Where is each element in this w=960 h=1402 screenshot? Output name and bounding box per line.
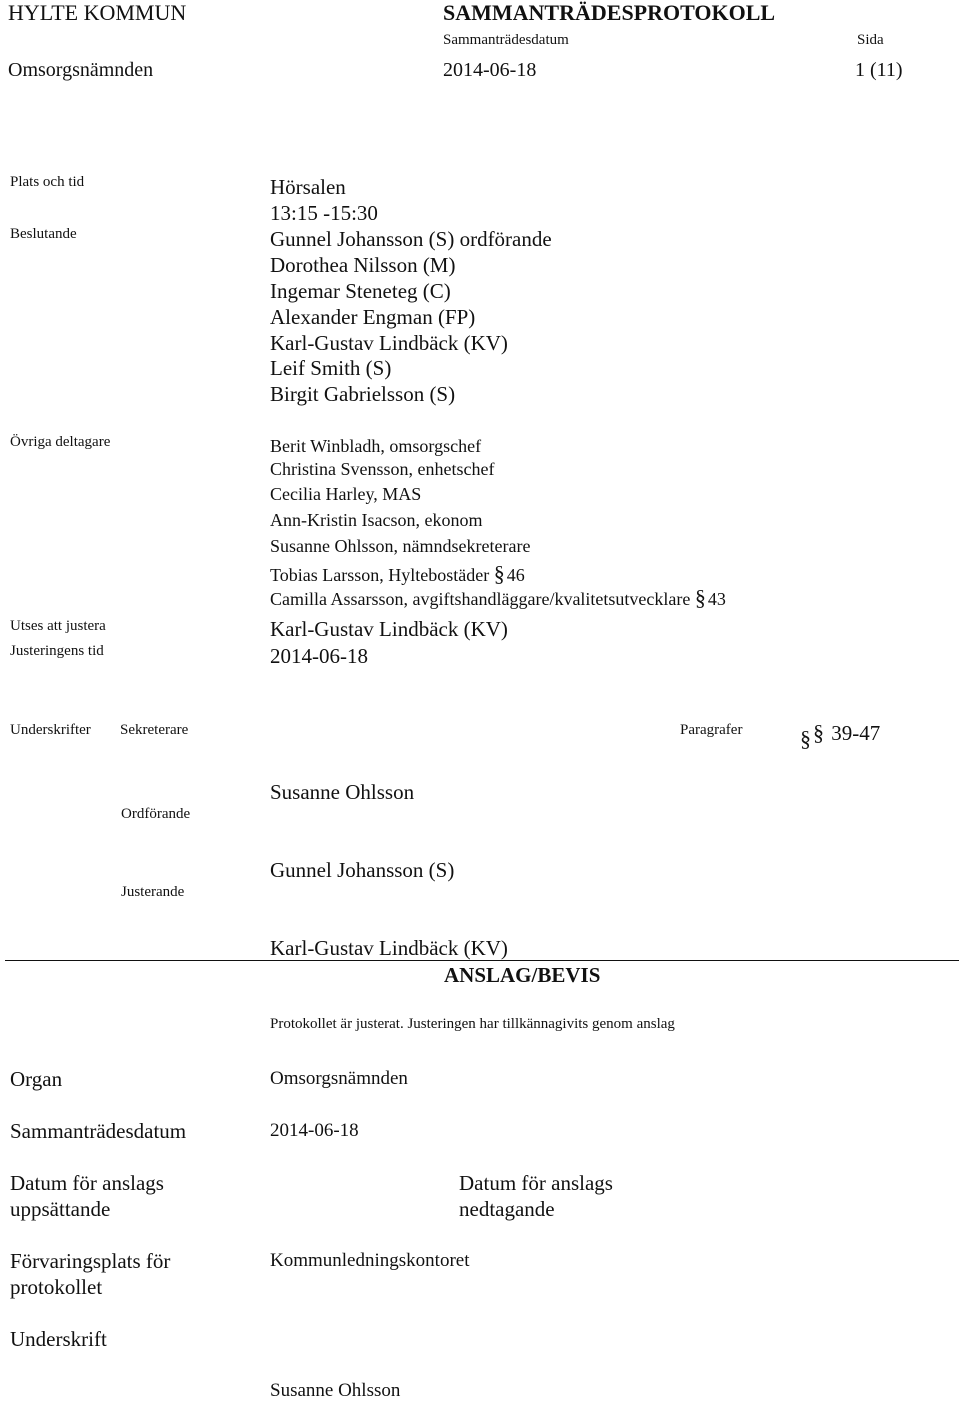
adjuster-label: Utses att justera bbox=[10, 618, 106, 634]
other-participant: Christina Svensson, enhetschef bbox=[270, 459, 495, 479]
notice-statement: Protokollet är justerat. Justeringen har tillkännagivits genom anslag bbox=[270, 1016, 675, 1032]
header-date-label: Sammanträdesdatum bbox=[443, 32, 569, 48]
paragraphs-range: 39-47 bbox=[831, 721, 881, 745]
deciding-member: Birgit Gabrielsson (S) bbox=[270, 382, 456, 406]
adjuster-name: Karl-Gustav Lindbäck (KV) bbox=[270, 617, 508, 641]
posted-date-label-line2: uppsättande bbox=[10, 1197, 111, 1221]
other-participant bbox=[270, 561, 525, 587]
deciding-label: Beslutande bbox=[10, 226, 77, 242]
meeting-time: 13:15 -15:30 bbox=[270, 201, 378, 225]
header-page: 1 (11) bbox=[855, 59, 903, 81]
header-date: 2014-06-18 bbox=[443, 59, 537, 81]
municipality-name: HYLTE KOMMUN bbox=[8, 0, 187, 25]
other-participant-name: Tobias Larsson, Hyltebostäder bbox=[270, 565, 490, 585]
section-sign: § bbox=[694, 585, 706, 610]
signatures-label: Underskrifter bbox=[10, 722, 91, 738]
notice-title: ANSLAG/BEVIS bbox=[444, 963, 601, 987]
header-committee: Omsorgsnämnden bbox=[8, 59, 154, 81]
other-participant: Cecilia Harley, MAS bbox=[270, 484, 422, 504]
other-participant bbox=[270, 585, 726, 611]
meeting-place: Hörsalen bbox=[270, 175, 346, 199]
adjust-time-label: Justeringens tid bbox=[10, 643, 104, 659]
deciding-member: Dorothea Nilsson (M) bbox=[270, 253, 456, 277]
deciding-member: Ingemar Steneteg (C) bbox=[270, 279, 451, 303]
section-sign: § bbox=[800, 726, 811, 751]
notice-date-label: Sammanträdesdatum bbox=[10, 1119, 187, 1143]
chair-label: Ordförande bbox=[121, 806, 191, 822]
secretary-name: Susanne Ohlsson bbox=[270, 780, 415, 804]
storage-label-line2: protokollet bbox=[10, 1275, 103, 1299]
chair-name: Gunnel Johansson (S) bbox=[270, 858, 455, 882]
document-type: SAMMANTRÄDESPROTOKOLL bbox=[443, 0, 776, 25]
signature-label: Underskrift bbox=[10, 1327, 107, 1351]
deciding-member: Leif Smith (S) bbox=[270, 356, 392, 380]
secretary-label: Sekreterare bbox=[120, 722, 189, 738]
storage-label-line1: Förvaringsplats för bbox=[10, 1249, 171, 1273]
adjuster-signature-label: Justerande bbox=[121, 884, 185, 900]
notice-date: 2014-06-18 bbox=[270, 1120, 359, 1141]
signature-name: Susanne Ohlsson bbox=[270, 1380, 401, 1401]
organ-label: Organ bbox=[10, 1067, 63, 1091]
posted-date-label-line1: Datum för anslags bbox=[10, 1171, 164, 1195]
deciding-member: Alexander Engman (FP) bbox=[270, 305, 476, 329]
section-sign: § bbox=[493, 561, 505, 586]
storage-value: Kommunledningskontoret bbox=[270, 1250, 470, 1271]
adjuster-signature-name: Karl-Gustav Lindbäck (KV) bbox=[270, 936, 508, 960]
adjust-time: 2014-06-18 bbox=[270, 644, 368, 668]
deciding-member: Gunnel Johansson (S) ordförande bbox=[270, 227, 552, 251]
others-label: Övriga deltagare bbox=[10, 434, 111, 450]
removed-date-label-line2: nedtagande bbox=[459, 1197, 555, 1221]
place-label: Plats och tid bbox=[10, 174, 85, 190]
deciding-member: Karl-Gustav Lindbäck (KV) bbox=[270, 331, 508, 355]
divider-line bbox=[5, 960, 959, 961]
section-sign: § bbox=[813, 720, 824, 745]
other-participant-paragraph: 46 bbox=[506, 565, 525, 585]
organ-value: Omsorgsnämnden bbox=[270, 1068, 408, 1089]
header-page-label: Sida bbox=[857, 32, 884, 48]
other-participant-name: Camilla Assarsson, avgiftshandläggare/kvalitetsutvecklare bbox=[270, 589, 691, 609]
other-participant: Susanne Ohlsson, nämndsekreterare bbox=[270, 536, 531, 556]
other-participant: Berit Winbladh, omsorgschef bbox=[270, 436, 482, 456]
other-participant-paragraph: 43 bbox=[707, 589, 726, 609]
paragraphs bbox=[800, 720, 881, 751]
removed-date-label-line1: Datum för anslags bbox=[459, 1171, 613, 1195]
other-participant: Ann-Kristin Isacson, ekonom bbox=[270, 510, 483, 530]
paragraphs-label: Paragrafer bbox=[680, 722, 743, 738]
